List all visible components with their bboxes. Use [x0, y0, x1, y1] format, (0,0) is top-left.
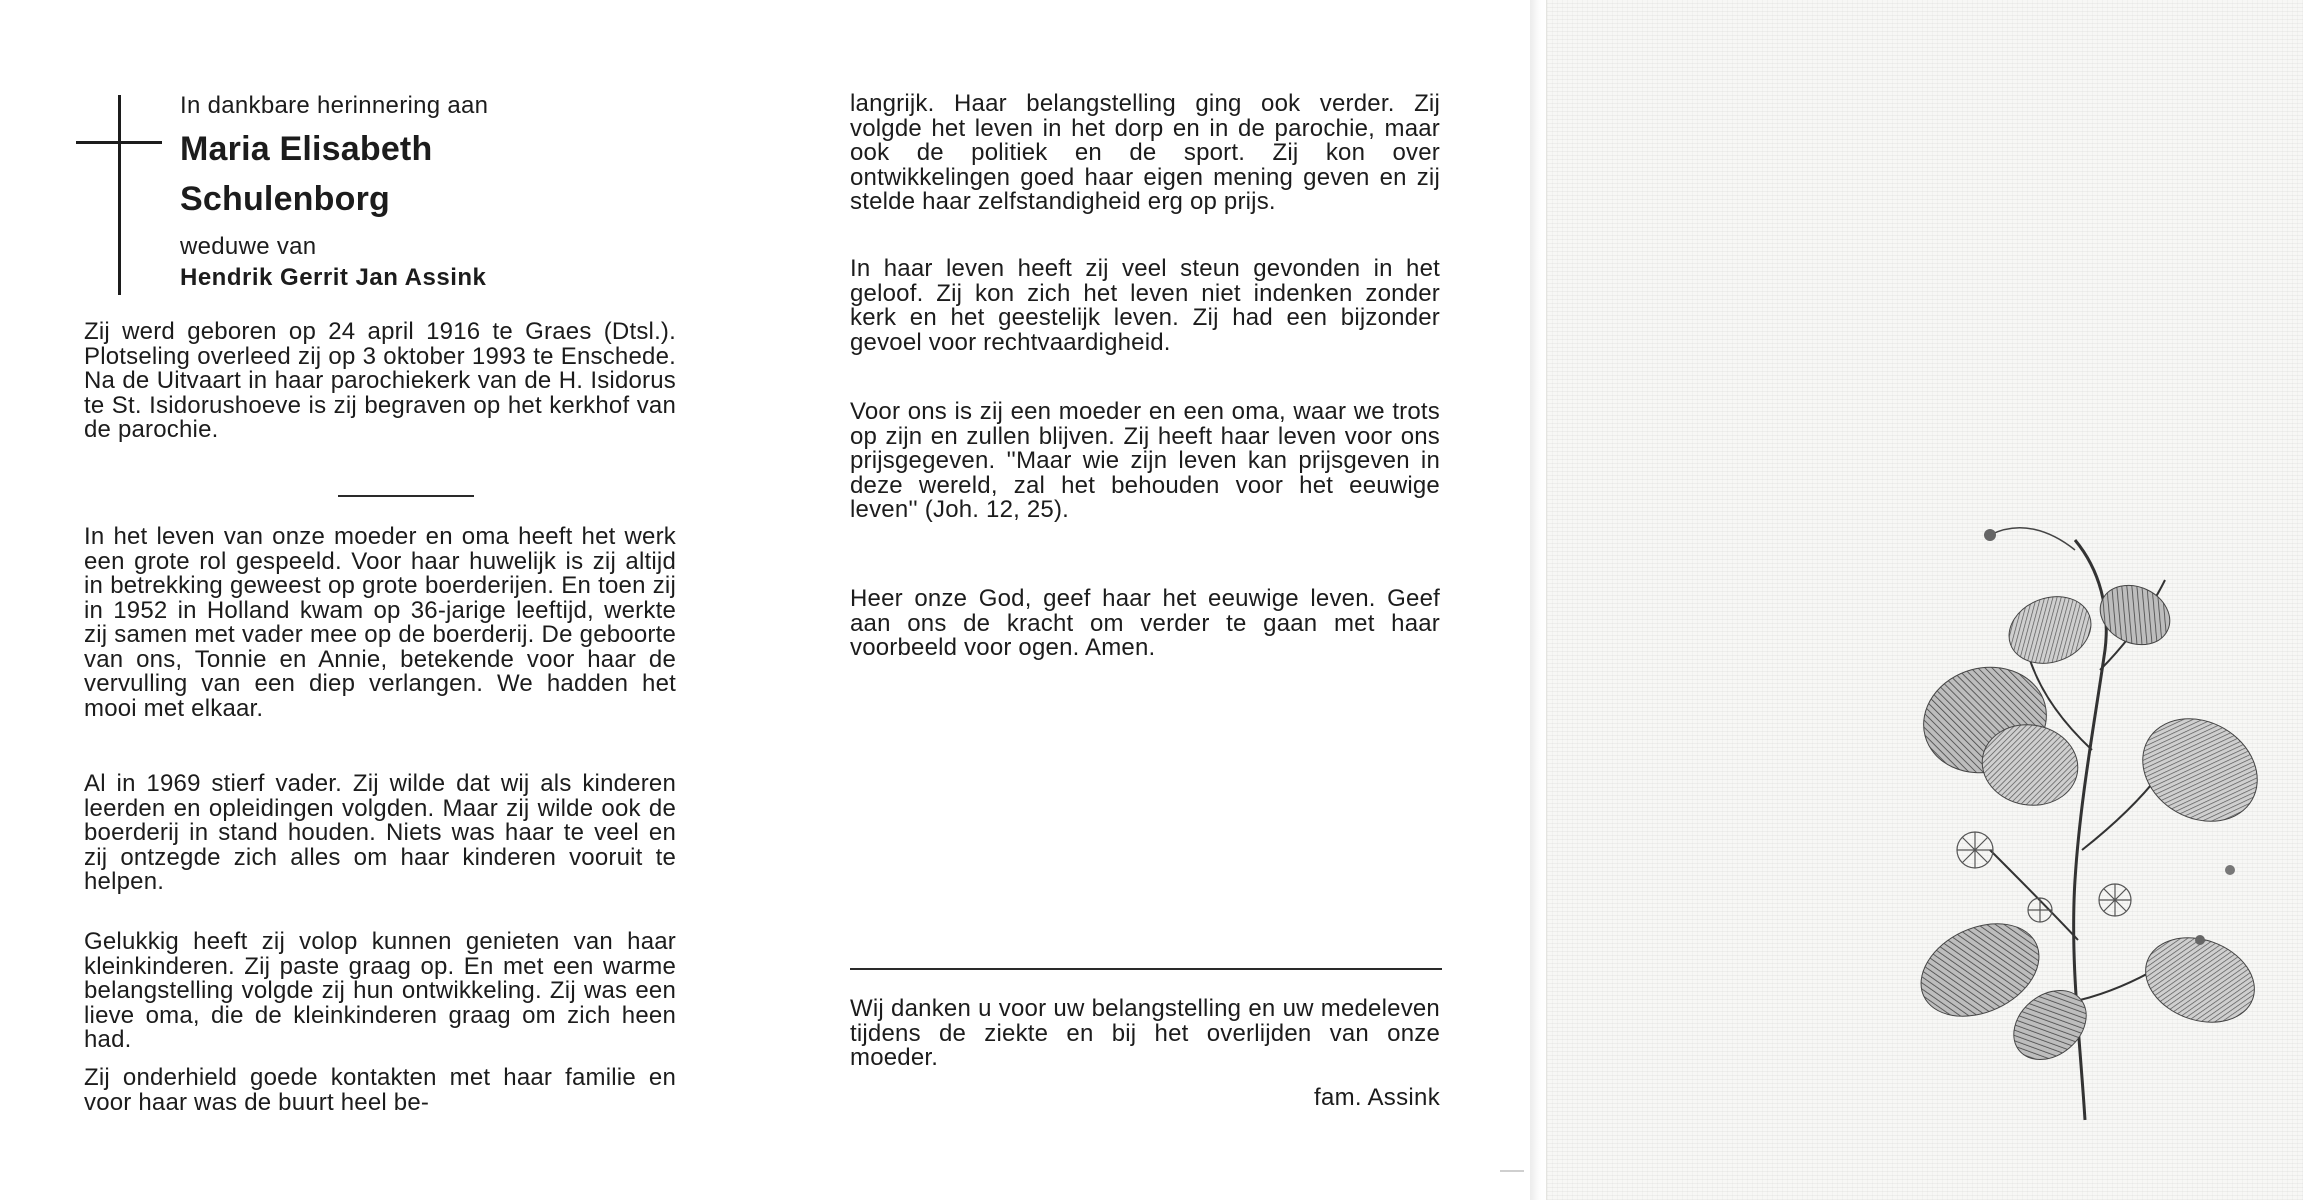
family-signature: fam. Assink	[1313, 1084, 1440, 1111]
birth-paragraph: Zij werd geboren op 24 april 1916 te Graes (Dtsl.). Plotseling overleed zij op 3 oktober 1993 te Enschede. Na de Uitvaart in haar parochiekerk van de H. Isidorus te St. Isidorushoeve is zij begraven op het kerkhof van de parochie.	[84, 318, 676, 443]
card-fold	[1530, 0, 1546, 1200]
deceased-surname: Schulenborg	[180, 180, 390, 218]
middle-paragraph-1: langrijk. Haar belangstelling ging ook verder. Zij volgde het leven in het dorp en in de parochie, maar ook de politiek en de sport. Zij kon over ontwikkelingen goed haar eigen mening geven en zij stelde haar zelfstandigheid erg op prijs.	[850, 90, 1440, 215]
intro-text: In dankbare herinnering aan	[180, 92, 489, 119]
cross-icon-bar	[76, 141, 162, 144]
page-edge-mark	[1500, 1170, 1524, 1172]
middle-paragraph-4: Heer onze God, geef haar het eeuwige leven. Geef aan ons de kracht om verder te gaan met haar voorbeeld voor ogen. Amen.	[850, 585, 1440, 661]
left-paragraph-4: Zij onderhield goede kontakten met haar familie en voor haar was de buurt heel be-	[84, 1064, 676, 1116]
left-paragraph-3: Gelukkig heeft zij volop kunnen genieten van haar kleinkinderen. Zij paste graag op. En met een warme belangstelling volgde zij hun ontwikkeling. Zij was een lieve oma, die de kleinkinderen graag om zich heen had.	[84, 928, 676, 1053]
long-divider	[850, 968, 1442, 970]
left-paragraph-1: In het leven van onze moeder en oma heeft het werk een grote rol gespeeld. Voor haar huwelijk is zij altijd in betrekking geweest op grote boerderijen. En toen zij in 1952 in Holland kwam op 36-jarige leeftijd, werkte zij samen met vader mee op de boerderij. De geboorte van ons, Tonnie en Annie, betekende voor haar de vervulling van een diep verlangen. We hadden het mooi met elkaar.	[84, 523, 676, 722]
thanks-paragraph: Wij danken u voor uw belangstelling en uw medeleven tijdens de ziekte en bij het overlijden van onze moeder.	[850, 995, 1440, 1071]
middle-paragraph-3: Voor ons is zij een moeder en een oma, waar we trots op zijn en zullen blijven. Zij heeft haar leven voor ons prijsgegeven. ''Maar wie zijn leven kan prijsgeven in deze wereld, zal het behouden voor het eeuwige leven'' (Joh. 12, 25).	[850, 398, 1440, 523]
cross-icon	[118, 95, 121, 295]
left-paragraph-2: Al in 1969 stierf vader. Zij wilde dat wij als kinderen leerden en opleidingen volgden. Maar zij wilde ook de boerderij in stand houden. Niets was haar te veel en zij ontzegde zich alles om haar kinderen vooruit te helpen.	[84, 770, 676, 895]
widow-label: weduwe van	[180, 233, 317, 260]
flower-illustration-icon	[1900, 520, 2270, 1140]
middle-paragraph-2: In haar leven heeft zij veel steun gevonden in het geloof. Zij kon zich het leven niet indenken zonder kerk en het geestelijk leven. Zij had een bijzonder gevoel voor rechtvaardigheid.	[850, 255, 1440, 356]
short-divider	[338, 495, 474, 497]
deceased-first-names: Maria Elisabeth	[180, 130, 433, 168]
husband-name: Hendrik Gerrit Jan Assink	[180, 264, 487, 291]
